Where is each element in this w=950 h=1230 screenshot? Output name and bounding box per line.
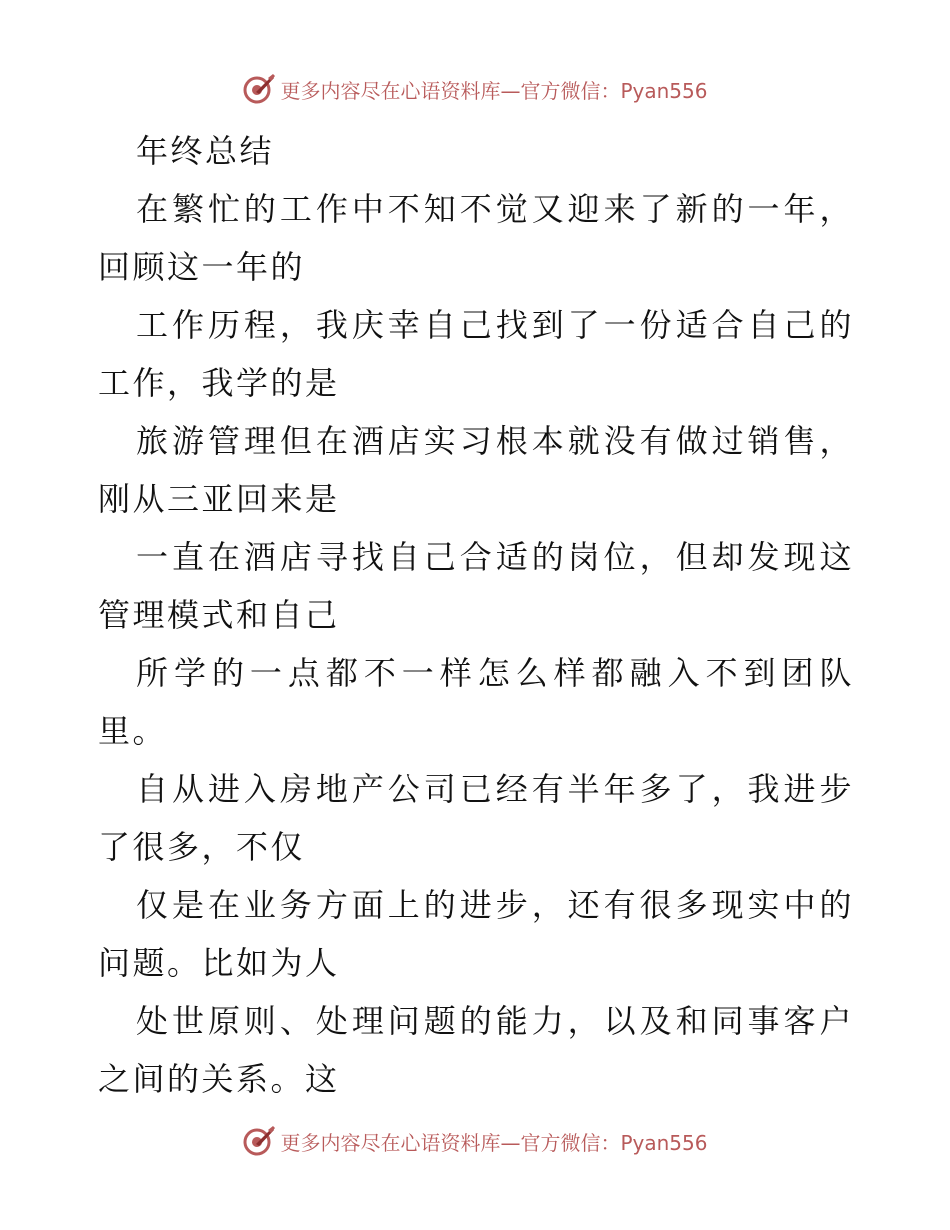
paragraph: 所学的一点都不一样怎么样都融入不到团队里。 <box>98 654 854 750</box>
document-body <box>0 122 950 1108</box>
footer-banner-text: 更多内容尽在心语资料库—官方微信：Pyan556 <box>280 1130 708 1155</box>
paragraph: 处世原则、处理问题的能力，以及和同事客户之间的关系。这 <box>98 1002 854 1098</box>
paragraph: 自从进入房地产公司已经有半年多了，我进步了很多，不仅 <box>98 770 854 866</box>
paragraph: 仅是在业务方面上的进步，还有很多现实中的问题。比如为人 <box>98 886 854 982</box>
paragraph: 一直在酒店寻找自己合适的岗位，但却发现这管理模式和自己 <box>98 538 854 634</box>
paragraph-title: 年终总结 <box>136 132 275 170</box>
header-banner-text: 更多内容尽在心语资料库—官方微信：Pyan556 <box>280 78 708 103</box>
paragraph: 旅游管理但在酒店实习根本就没有做过销售，刚从三亚回来是 <box>98 422 854 518</box>
footer-banner <box>0 1124 950 1158</box>
paragraph: 工作历程，我庆幸自己找到了一份适合自己的工作，我学的是 <box>98 306 854 402</box>
paragraph: 在繁忙的工作中不知不觉又迎来了新的一年，回顾这一年的 <box>98 190 854 286</box>
quill-logo-icon <box>242 72 276 106</box>
quill-logo-icon <box>242 1124 276 1158</box>
header-banner <box>0 72 950 106</box>
